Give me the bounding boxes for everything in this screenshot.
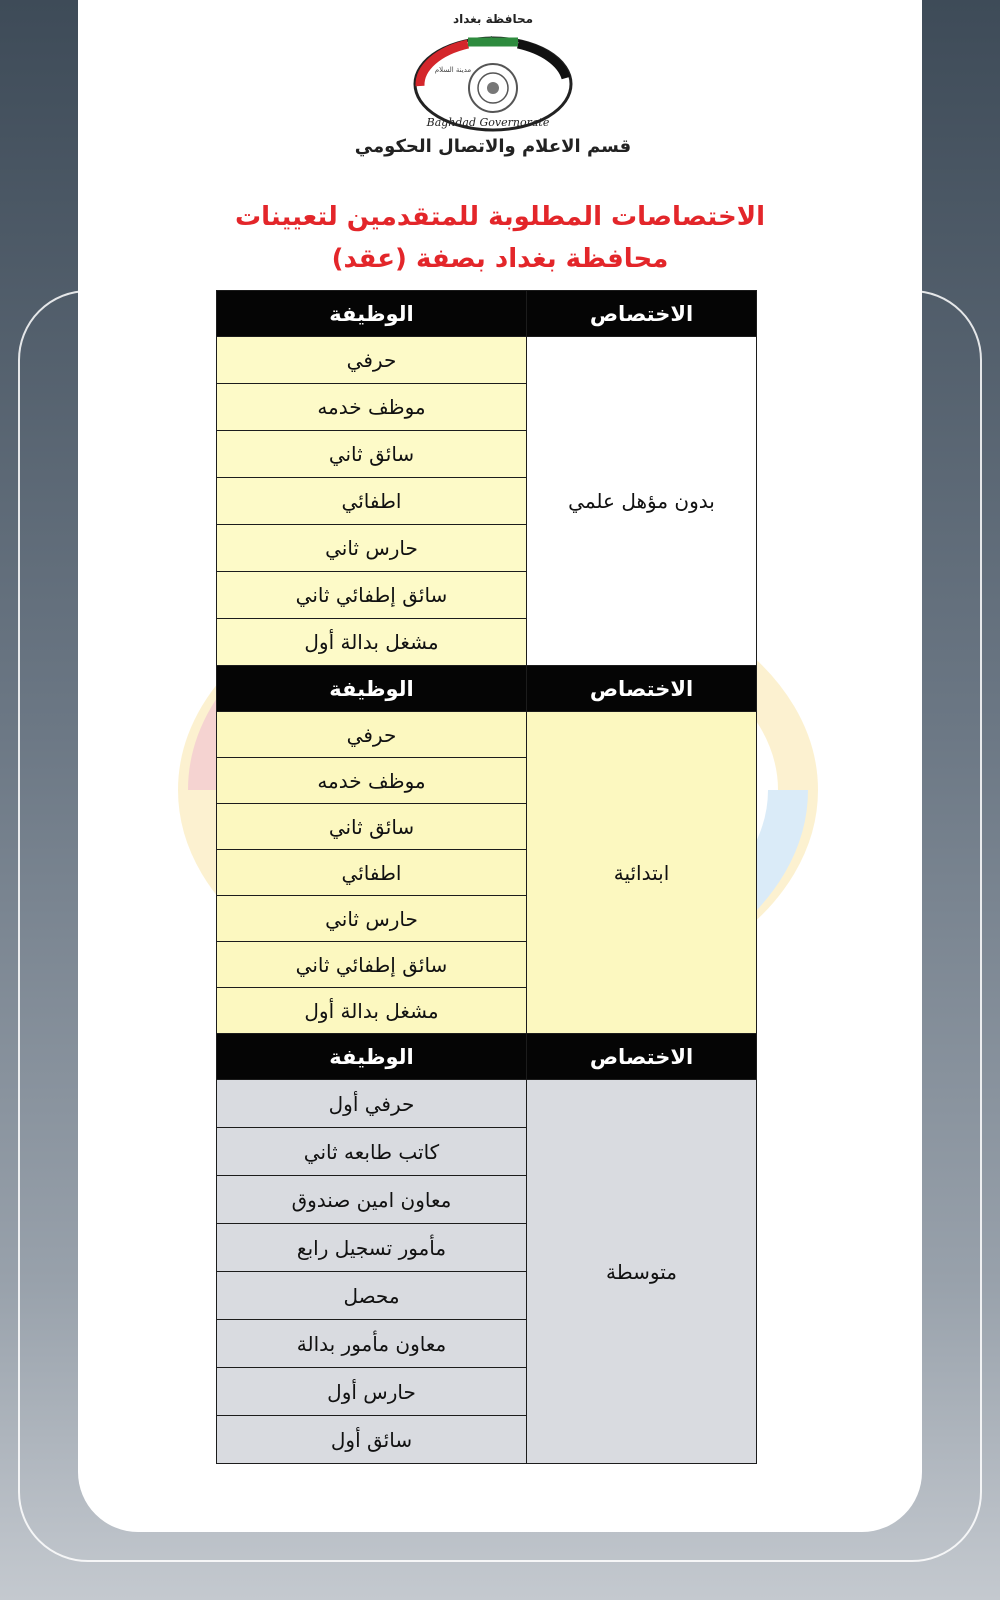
logo-city-text: مدينة السلام bbox=[434, 66, 472, 74]
specialization-cell: ابتدائية bbox=[527, 712, 757, 1034]
table-header-row bbox=[217, 666, 757, 712]
job-cell: كاتب طابعه ثاني bbox=[217, 1128, 527, 1176]
section-no-qualification bbox=[217, 291, 757, 666]
job-cell: مأمور تسجيل رابع bbox=[217, 1224, 527, 1272]
logo-flag-text: الله أكبر bbox=[479, 37, 507, 46]
department-name: قسم الاعلام والاتصال الحكومي bbox=[354, 136, 632, 157]
job-cell: موظف خدمه bbox=[217, 384, 527, 431]
logo-english-text: Baghdad Governorate bbox=[426, 116, 550, 129]
job-cell: موظف خدمه bbox=[217, 758, 527, 804]
specialization-cell: متوسطة bbox=[527, 1080, 757, 1464]
section-primary bbox=[217, 666, 757, 1034]
job-cell: مشغل بدالة أول bbox=[217, 988, 527, 1034]
job-cell: حرفي bbox=[217, 712, 527, 758]
job-cell: سائق ثاني bbox=[217, 431, 527, 478]
title-line-1: الاختصاصات المطلوبة للمتقدمين لتعيينات bbox=[234, 202, 766, 232]
table-header-row bbox=[217, 1034, 757, 1080]
table-header-row bbox=[217, 291, 757, 337]
job-cell: حرفي bbox=[217, 337, 527, 384]
job-cell: حارس ثاني bbox=[217, 525, 527, 572]
table-row bbox=[217, 712, 757, 758]
job-cell: حارس ثاني bbox=[217, 896, 527, 942]
job-cell: سائق إطفائي ثاني bbox=[217, 942, 527, 988]
title-line-2: محافظة بغداد بصفة (عقد) bbox=[331, 244, 669, 274]
header-specialization: الاختصاص bbox=[527, 291, 757, 337]
job-cell: معاون مأمور بدالة bbox=[217, 1320, 527, 1368]
header-specialization: الاختصاص bbox=[527, 1034, 757, 1080]
job-cell: سائق ثاني bbox=[217, 804, 527, 850]
document-title bbox=[168, 196, 832, 280]
table-row bbox=[217, 337, 757, 384]
header-job: الوظيفة bbox=[217, 291, 527, 337]
job-cell: حرفي أول bbox=[217, 1080, 527, 1128]
header-specialization: الاختصاص bbox=[527, 666, 757, 712]
job-cell: اطفائي bbox=[217, 478, 527, 525]
job-cell: سائق أول bbox=[217, 1416, 527, 1464]
section-intermediate bbox=[217, 1034, 757, 1464]
specializations-table bbox=[216, 290, 757, 1464]
job-cell: حارس أول bbox=[217, 1368, 527, 1416]
table-row bbox=[217, 1080, 757, 1128]
job-cell: سائق إطفائي ثاني bbox=[217, 572, 527, 619]
header-job: الوظيفة bbox=[217, 666, 527, 712]
specialization-cell: بدون مؤهل علمي bbox=[527, 337, 757, 666]
header-job: الوظيفة bbox=[217, 1034, 527, 1080]
job-cell: معاون امين صندوق bbox=[217, 1176, 527, 1224]
logo-arabic-text: محافظة بغداد bbox=[452, 12, 534, 26]
job-cell: مشغل بدالة أول bbox=[217, 619, 527, 666]
document-page bbox=[78, 0, 922, 1532]
job-cell: اطفائي bbox=[217, 850, 527, 896]
job-cell: محصل bbox=[217, 1272, 527, 1320]
